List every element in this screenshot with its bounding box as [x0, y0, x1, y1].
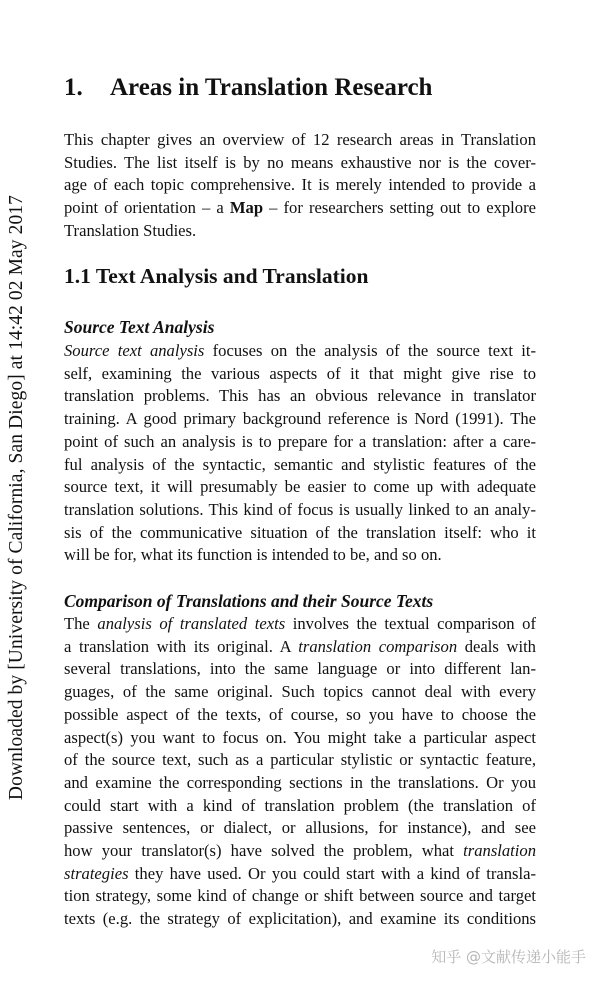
text-run: deals with	[457, 636, 536, 656]
text-line: source text, it will presumably be easier to come up with adequate	[64, 477, 536, 497]
download-notice	[3, 100, 31, 800]
text-line: possible aspect of the texts, of course, so you have to choose the	[64, 704, 536, 724]
text-run: – for researchers setting out to explore	[263, 198, 536, 218]
chapter-title-text: Areas in Translation Research	[110, 74, 433, 101]
text-run: focuses on the analysis of the source text it-	[204, 341, 536, 360]
text-line: will be for, what its function is intended to be, and so on.	[64, 545, 442, 565]
source-text-analysis-paragraph	[64, 340, 536, 567]
text-line: Studies. The list itself is by no means exhaustive nor is the cover-	[64, 152, 536, 172]
text-line: guages, of the same original. Such topics cannot deal with every	[64, 682, 536, 702]
text-run: how your translator(s) have solved the problem, what	[64, 841, 464, 861]
text-line: tion strategy, some kind of change or shift between source and target	[64, 886, 536, 906]
text-line	[64, 863, 536, 886]
text-line: several translations, into the same language or into different lan-	[64, 659, 536, 679]
text-line: training. A good primary background reference is Nord (1991). The	[64, 409, 536, 429]
text-line: age of each topic comprehensive. It is merely intended to provide a	[64, 175, 536, 195]
text-run: The	[64, 614, 98, 633]
text-run: involves the textual comparison of	[285, 614, 536, 633]
italic-term: Source text analysis	[64, 341, 205, 360]
text-line	[64, 613, 536, 636]
italic-term: analysis of translated texts	[97, 614, 286, 633]
text-line: point of such an analysis is to prepare for a translation: after a care-	[64, 431, 536, 451]
download-notice-text: Downloaded by [University of California, San Diego] at 14:42 02 May 2017	[6, 194, 28, 800]
text-run: they have used. Or you could start with a kind of transla-	[128, 863, 536, 883]
subheading-comparison-of-translations: Comparison of Translations and their Source Texts	[64, 591, 434, 611]
intro-paragraph	[64, 129, 536, 243]
text-line: texts (e.g. the strategy of explicitation), and examine its conditions	[64, 909, 536, 929]
text-run: point of orientation – a	[64, 198, 230, 218]
text-line: Translation Studies.	[64, 220, 197, 240]
subheading-source-text-analysis: Source Text Analysis	[64, 317, 215, 337]
text-line	[64, 340, 536, 363]
italic-term: translation comparison	[298, 636, 458, 656]
italic-term: translation	[463, 841, 536, 861]
text-line: This chapter gives an overview of 12 research areas in Translation	[64, 130, 536, 149]
text-line: translation solutions. This kind of focus is usually linked to an analy-	[64, 499, 536, 519]
text-run: a translation with its original. A	[64, 636, 299, 656]
text-line: aspect(s) you want to focus on. You might take a particular aspect	[64, 727, 536, 747]
text-line: ful analysis of the syntactic, semantic and stylistic features of the	[64, 454, 536, 474]
zhihu-watermark: 知乎 @文献传递小能手	[431, 948, 586, 966]
italic-term: strategies	[64, 863, 129, 883]
map-keyword: Map	[229, 198, 264, 218]
text-line: could start with a kind of translation problem (the translation of	[64, 795, 536, 815]
chapter-number: 1.	[64, 74, 83, 101]
text-line: sis of the communicative situation of the translation itself: who it	[64, 522, 536, 542]
section-title: 1.1 Text Analysis and Translation	[64, 264, 369, 288]
comparison-paragraph	[64, 613, 536, 931]
text-line: and examine the corresponding sections in the translations. Or you	[64, 772, 536, 792]
text-line	[64, 197, 536, 220]
chapter-title	[64, 74, 432, 102]
text-line	[64, 840, 536, 863]
text-line	[64, 636, 536, 659]
text-line: self, examining the various aspects of it that might give rise to	[64, 363, 536, 383]
text-line: of the source text, such as a particular stylistic or syntactic feature,	[64, 750, 536, 770]
text-line: passive sentences, or dialect, or allusions, for instance), and see	[64, 818, 536, 838]
text-line: translation problems. This has an obvious relevance in translator	[64, 386, 536, 406]
